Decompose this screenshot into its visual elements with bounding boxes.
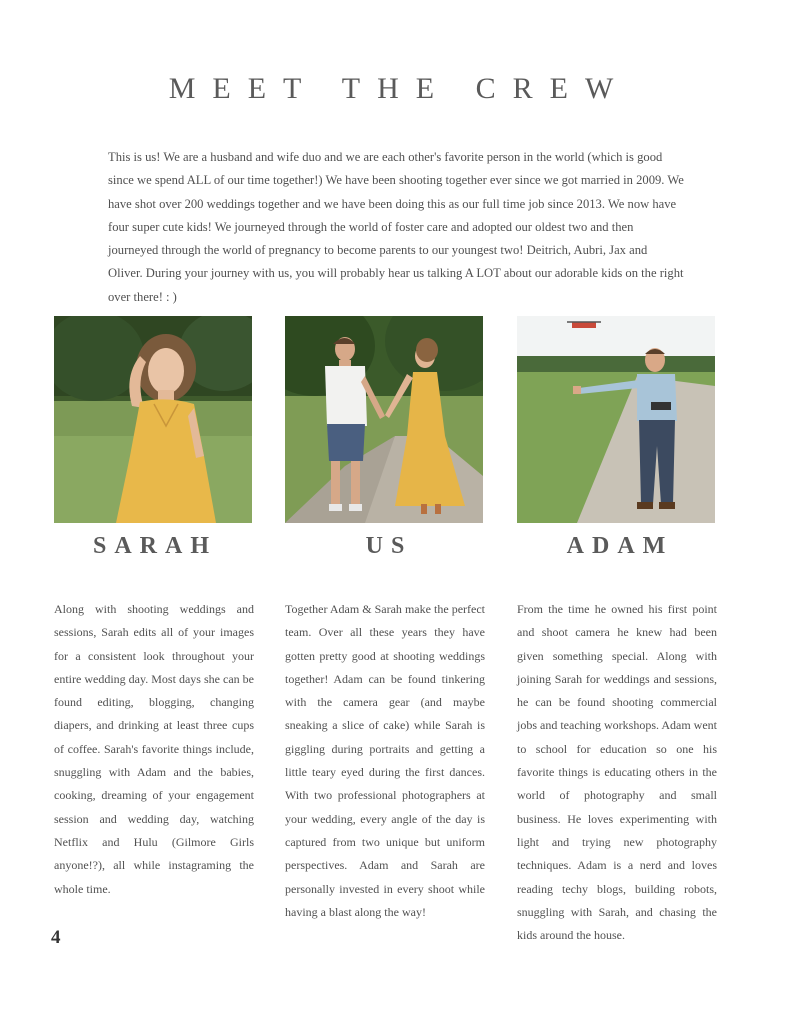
adam-bio: From the time he owned his first point and shoot camera he knew had been given something special. Along with joining Sarah for weddings and sessions, he can be found shooting commercial jobs and teaching workshops. Adam went to school for education so one his favorite things is educating others in the world of photography and small business. He loves experimenting with light and trying new photography techniques. Adam is a nerd and loves reading techy blogs, building robots, snuggling with Sarah, and chasing the kids around the house.: [517, 602, 717, 943]
adam-name-heading: ADAM: [566, 533, 674, 559]
intro-paragraph: This is us! We are a husband and wife duo and we are each other's favorite person in the world (which is good since we spend ALL of our time together!) We have been shooting together ever since we got married in 2009. We have shot over 200 weddings together and we have been doing this as our full time job since 2013. We now have four super cute kids! We journeyed through the world of foster care and adopted our oldest two and then journeyed through the world of pregnancy to become parents to our youngest two! Deitrich, Aubri, Jax and Oliver. During your journey with us, you will probably hear us talking A LOT about our adorable kids on the right over there! : ): [108, 150, 684, 304]
page-number: 4: [51, 927, 61, 948]
us-name-heading: US: [365, 533, 413, 559]
us-bio: Together Adam & Sarah make the perfect team. Over all these years they have gotten pretty good at shooting weddings together! Adam can be found tinkering with the camera gear (and maybe sneaking a slice of cake) while Sarah is giggling during portraits and getting a little teary eyed during the first dances. With two professional photographers at your wedding, every angle of the day is captured from two unique but uniform perspectives. Adam and Sarah are personally invested in every shoot while having a blast along the way!: [285, 602, 485, 919]
sarah-name-heading: SARAH: [92, 533, 217, 559]
couple-photo: [285, 316, 483, 523]
adam-photo: [517, 316, 715, 523]
sarah-bio: Along with shooting weddings and sessions, Sarah edits all of your images for a consistent look throughout your entire wedding day. Most days she can be found editing, blogging, changing diapers, and drinking at least three cups of coffee. Sarah's favorite things include, snuggling with Adam and the babies, cooking, dreaming of your engagement session and wedding day, watching Netflix and Hulu (Gilmore Girls anyone!?), all while instagraming the whole time.: [54, 602, 254, 896]
page-title: MEET THE CREW: [168, 72, 631, 105]
sarah-photo: [54, 316, 252, 523]
